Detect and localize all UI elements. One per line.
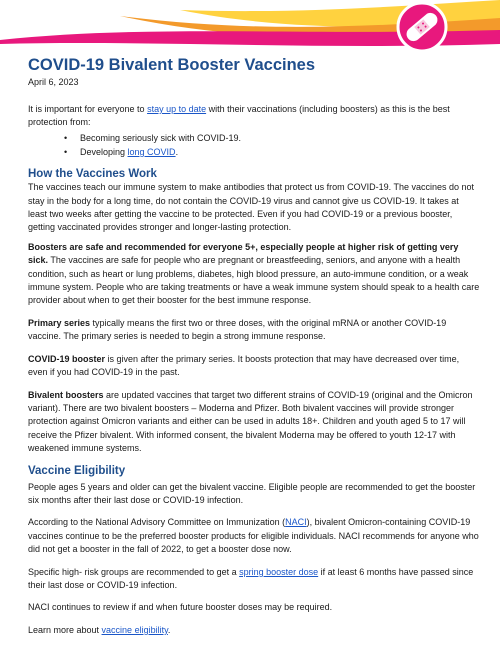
eligibility-p2-after: ), bivalent Omicron-containing COVID-19 vaccines continue to be the preferred booster products for eligible individuals. NACI recommends for anyone who did not get a booster in the fall of 2022, to get a booster dose now. xyxy=(28,517,479,555)
eligibility-p5-before: Learn more about xyxy=(28,624,102,635)
protection-list xyxy=(64,131,480,159)
eligibility-p5-after: . xyxy=(167,624,171,635)
list-item: • Becoming seriously sick with COVID-19. xyxy=(64,131,480,145)
section-heading-vaccine-eligibility: Vaccine Eligibility xyxy=(28,464,126,477)
vaccine-eligibility-link[interactable]: vaccine eligibility xyxy=(101,624,168,635)
how-paragraph-2 xyxy=(28,241,480,308)
eligibility-paragraph-5 xyxy=(28,624,480,637)
eligibility-paragraph-4: NACI continues to review if and when future booster doses may be required. xyxy=(28,602,333,613)
bandage-icon xyxy=(398,3,446,51)
intro-text-before: It is important for everyone to xyxy=(28,104,148,114)
bivalent-boosters-bold: Bivalent boosters xyxy=(28,389,104,400)
how-paragraph-3 xyxy=(28,317,480,344)
boosters-safe-bold: Boosters are safe and recommended for everyone 5+, especially people at higher risk of getting very sick. xyxy=(28,241,459,266)
naci-link[interactable]: NACI xyxy=(285,517,307,528)
eligibility-p2-before: According to the National Advisory Committee on Immunization ( xyxy=(28,517,286,528)
how-paragraph-4-text: is given after the primary series. It boosts protection that may have decreased over time, even if you had COVID-19 in the past. xyxy=(28,353,460,378)
eligibility-paragraph-3 xyxy=(28,566,480,593)
intro-paragraph xyxy=(28,103,480,130)
eligibility-paragraph-1: People ages 5 years and older can get the bivalent vaccine. Eligible people are recommended to get the booster six months after their last dose or COVID-19 infection. xyxy=(28,481,476,505)
intro-text-after: with their vaccinations (including boosters) as this is the best protection from: xyxy=(28,104,450,128)
header-banner xyxy=(0,0,500,55)
covid-booster-bold: COVID-19 booster xyxy=(28,353,106,364)
page-title: COVID-19 Bivalent Booster Vaccines xyxy=(28,56,316,74)
eligibility-p3-after: if at least 6 months have passed since their last dose or COVID-19 infection. xyxy=(28,566,474,590)
stay-up-to-date-link[interactable]: stay up to date xyxy=(147,104,207,114)
long-covid-link[interactable]: long COVID xyxy=(127,147,176,158)
primary-series-bold: Primary series xyxy=(28,317,91,328)
eligibility-paragraph-2 xyxy=(28,516,480,556)
section-heading-how-vaccines-work: How the Vaccines Work xyxy=(28,168,157,181)
bullet-2-prefix: Developing xyxy=(80,147,128,158)
eligibility-p3-before: Specific high- risk groups are recommended to get a xyxy=(28,566,240,577)
document-body xyxy=(28,56,480,637)
how-paragraph-3-text: typically means the first two or three doses, with the original mRNA or another COVID-19 vaccine. The primary series is needed to begin a strong immune response. xyxy=(28,317,447,342)
how-paragraph-1: The vaccines teach our immune system to make antibodies that protect us from COVID-19. The vaccines do not stay in the body for a long time, do not contain the COVID-19 virus and cannot give us COVID-19. It takes at least two weeks after getting the vaccine to be protected. Even if you had COVID-19 or a previous booster, getting vaccinated provides stronger and longer-lasting protection. xyxy=(28,182,475,233)
how-paragraph-2-text: The vaccines are safe for people who are pregnant or breastfeeding, seniors, and anyone with a health condition, such as heart or lung problems, diabetes, high blood pressure, an auto-immune condition, or a weak immune system. People who are taking treatments or have a weak immune system should speak to a health care provider about when to get their booster for the best immune response. xyxy=(28,255,480,306)
list-item xyxy=(64,145,480,159)
header-swoosh xyxy=(0,0,500,55)
document-date: April 6, 2023 xyxy=(28,77,79,87)
how-paragraph-4 xyxy=(28,353,480,380)
how-paragraph-5 xyxy=(28,389,480,456)
bullet-2-suffix: . xyxy=(175,147,179,158)
how-paragraph-5-text: are updated vaccines that target two different strains of COVID-19 (original and the Omicron variant). There are two bivalent boosters – Moderna and Pfizer. Both bivalent vaccines will provide stronger protection against Omicron variants and either can be used in adults 18+. Children and youth aged 5 to 17 will receive the Pfizer bivalent. With informed consent, the bivalent Moderna may be offered to youth 12-17 with weakened immune systems. xyxy=(28,389,473,454)
spring-booster-dose-link[interactable]: spring booster dose xyxy=(239,566,319,577)
